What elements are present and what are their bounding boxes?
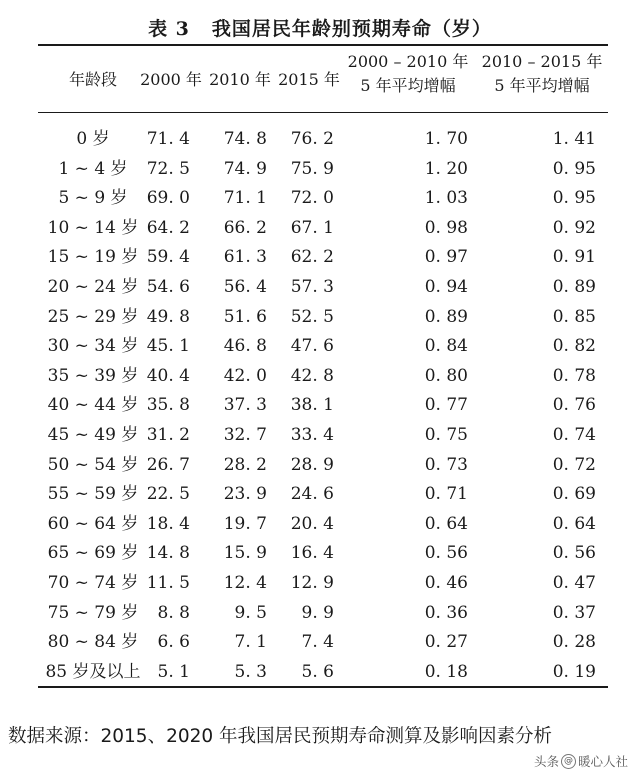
- cell-growth-2000-2010: 0. 36: [424, 602, 468, 623]
- cell-age-group: 20 ~ 24 岁: [47, 276, 139, 297]
- cell-2000: 54. 6: [146, 276, 190, 297]
- cell-2015: 28. 9: [290, 454, 334, 475]
- cell-2000: 49. 8: [146, 306, 190, 327]
- table-row: [38, 599, 608, 629]
- cell-growth-2010-2015: 0. 69: [552, 484, 596, 505]
- cell-2000: 71. 4: [146, 129, 190, 149]
- cell-growth-2000-2010: 0. 98: [424, 217, 468, 238]
- cell-growth-2000-2010: 0. 84: [424, 336, 468, 357]
- table-row: [38, 539, 608, 569]
- header-2015-label: 2015 年: [278, 70, 340, 89]
- cell-2010: 7. 1: [234, 632, 267, 653]
- cell-2010: 12. 4: [223, 572, 267, 593]
- cell-2000: 8. 8: [157, 602, 190, 623]
- cell-2015: 76. 2: [290, 129, 334, 149]
- cell-2000: 26. 7: [146, 454, 190, 475]
- cell-growth-2010-2015: 0. 89: [552, 276, 596, 297]
- cell-2010: 28. 2: [223, 454, 267, 475]
- cell-2010: 66. 2: [223, 217, 267, 238]
- cell-2015: 38. 1: [290, 395, 334, 416]
- cell-age-group: 75 ~ 79 岁: [47, 602, 139, 623]
- header-age: [38, 50, 148, 110]
- cell-age-group: 40 ~ 44 岁: [47, 395, 139, 416]
- cell-growth-2010-2015: 0. 76: [552, 395, 596, 416]
- cell-2000: 18. 4: [146, 513, 190, 534]
- cell-growth-2000-2010: 1. 70: [424, 129, 468, 149]
- table-row: [38, 303, 608, 333]
- cell-growth-2000-2010: 1. 03: [424, 188, 468, 209]
- cell-growth-2000-2010: 0. 94: [424, 276, 468, 297]
- cell-2000: 22. 5: [146, 484, 190, 505]
- cell-growth-2000-2010: 1. 20: [424, 158, 468, 179]
- cell-2010: 32. 7: [223, 424, 267, 445]
- cell-2015: 5. 6: [301, 661, 334, 682]
- cell-growth-2010-2015: 0. 37: [552, 602, 596, 623]
- table-row: [38, 184, 608, 214]
- cell-age-group: 45 ~ 49 岁: [47, 424, 139, 445]
- cell-age-group: 10 ~ 14 岁: [47, 217, 139, 238]
- cell-growth-2010-2015: 0. 47: [552, 572, 596, 593]
- cell-2015: 47. 6: [290, 336, 334, 357]
- cell-2000: 11. 5: [146, 572, 190, 593]
- table-row: [38, 658, 608, 688]
- header-growth-2000-2010: [344, 50, 472, 110]
- table-row: [38, 480, 608, 510]
- cell-2010: 5. 3: [234, 661, 267, 682]
- cell-age-group: 0 岁: [76, 129, 110, 149]
- table-row: [38, 569, 608, 599]
- table-row: [38, 332, 608, 362]
- cell-growth-2010-2015: 0. 64: [552, 513, 596, 534]
- cell-growth-2000-2010: 0. 18: [424, 661, 468, 682]
- header-growth1-line1: 2000 – 2010 年: [347, 52, 469, 71]
- at-icon: @: [561, 754, 576, 769]
- cell-2010: 46. 8: [223, 336, 267, 357]
- table-row: [38, 510, 608, 540]
- cell-2000: 59. 4: [146, 247, 190, 268]
- cell-age-group: 15 ~ 19 岁: [47, 247, 139, 268]
- cell-2015: 7. 4: [301, 632, 334, 653]
- cell-2015: 20. 4: [290, 513, 334, 534]
- cell-growth-2010-2015: 0. 56: [552, 543, 596, 564]
- cell-2010: 51. 6: [223, 306, 267, 327]
- cell-2010: 23. 9: [223, 484, 267, 505]
- header-growth1-line2: 5 年平均增幅: [360, 76, 456, 95]
- cell-2010: 15. 9: [223, 543, 267, 564]
- cell-2015: 16. 4: [290, 543, 334, 564]
- data-source-note: 数据来源：2015、2020 年我国居民预期寿命测算及影响因素分析: [8, 726, 553, 747]
- table-title-text: 我国居民年龄别预期寿命（岁）: [211, 18, 492, 40]
- table-row: [38, 362, 608, 392]
- cell-growth-2000-2010: 0. 73: [424, 454, 468, 475]
- cell-growth-2010-2015: 0. 74: [552, 424, 596, 445]
- cell-age-group: 80 ~ 84 岁: [47, 632, 139, 653]
- cell-2000: 72. 5: [146, 158, 190, 179]
- header-growth-2010-2015: [476, 50, 608, 110]
- cell-2000: 14. 8: [146, 543, 190, 564]
- cell-2015: 72. 0: [290, 188, 334, 209]
- cell-growth-2000-2010: 0. 71: [424, 484, 468, 505]
- cell-2015: 12. 9: [290, 572, 334, 593]
- cell-growth-2010-2015: 0. 72: [552, 454, 596, 475]
- cell-growth-2010-2015: 0. 85: [552, 306, 596, 327]
- cell-growth-2010-2015: 0. 19: [552, 661, 596, 682]
- cell-age-group: 30 ~ 34 岁: [47, 336, 139, 357]
- cell-growth-2000-2010: 0. 46: [424, 572, 468, 593]
- table-row: [38, 628, 608, 658]
- cell-2015: 75. 9: [290, 158, 334, 179]
- header-rule: [38, 112, 608, 113]
- cell-2010: 19. 7: [223, 513, 267, 534]
- header-2015: [274, 50, 344, 110]
- cell-2000: 69. 0: [146, 188, 190, 209]
- watermark: [534, 752, 628, 770]
- cell-age-group: 5 ~ 9 岁: [58, 188, 128, 209]
- cell-2010: 61. 3: [223, 247, 267, 268]
- cell-2010: 74. 8: [223, 129, 267, 149]
- cell-2000: 6. 6: [157, 632, 190, 653]
- cell-2010: 9. 5: [234, 602, 267, 623]
- cell-growth-2010-2015: 0. 28: [552, 632, 596, 653]
- cell-age-group: 65 ~ 69 岁: [47, 543, 139, 564]
- cell-growth-2000-2010: 0. 56: [424, 543, 468, 564]
- cell-growth-2010-2015: 0. 78: [552, 365, 596, 386]
- cell-growth-2000-2010: 0. 80: [424, 365, 468, 386]
- cell-age-group: 35 ~ 39 岁: [47, 365, 139, 386]
- header-2000-label: 2000 年: [140, 70, 202, 89]
- cell-2000: 5. 1: [157, 661, 190, 682]
- header-age-label: 年龄段: [68, 70, 117, 89]
- cell-2000: 31. 2: [146, 424, 190, 445]
- cell-growth-2010-2015: 0. 91: [552, 247, 596, 268]
- watermark-prefix: 头条: [533, 754, 559, 769]
- cell-2010: 71. 1: [223, 188, 267, 209]
- watermark-account: 暖心人社: [577, 754, 628, 769]
- cell-2015: 9. 9: [301, 602, 334, 623]
- cell-2000: 64. 2: [146, 217, 190, 238]
- table-row: [38, 155, 608, 185]
- cell-2000: 45. 1: [146, 336, 190, 357]
- cell-growth-2000-2010: 0. 64: [424, 513, 468, 534]
- cell-age-group: 55 ~ 59 岁: [47, 484, 139, 505]
- cell-2015: 62. 2: [290, 247, 334, 268]
- cell-growth-2010-2015: 1. 41: [552, 129, 596, 149]
- table-row: [38, 243, 608, 273]
- cell-2000: 40. 4: [146, 365, 190, 386]
- header-growth2-line1: 2010 – 2015 年: [481, 52, 603, 71]
- table-row: [38, 421, 608, 451]
- cell-2015: 57. 3: [290, 276, 334, 297]
- table-number: 表 3: [148, 18, 190, 40]
- cell-age-group: 50 ~ 54 岁: [47, 454, 139, 475]
- cell-2015: 33. 4: [290, 424, 334, 445]
- cell-2015: 42. 8: [290, 365, 334, 386]
- header-2000: [136, 50, 206, 110]
- header-2010-label: 2010 年: [209, 70, 271, 89]
- cell-growth-2000-2010: 0. 77: [424, 395, 468, 416]
- cell-growth-2010-2015: 0. 92: [552, 217, 596, 238]
- cell-age-group: 85 岁及以上: [45, 661, 141, 682]
- cell-2010: 56. 4: [223, 276, 267, 297]
- table-row: [38, 214, 608, 244]
- table-title: [0, 14, 640, 41]
- bottom-rule: [38, 686, 608, 688]
- table-row: [38, 273, 608, 303]
- cell-2015: 52. 5: [290, 306, 334, 327]
- cell-age-group: 1 ~ 4 岁: [58, 158, 128, 179]
- cell-2015: 24. 6: [290, 484, 334, 505]
- cell-growth-2000-2010: 0. 89: [424, 306, 468, 327]
- cell-growth-2000-2010: 0. 97: [424, 247, 468, 268]
- table-row: [38, 391, 608, 421]
- cell-growth-2010-2015: 0. 82: [552, 336, 596, 357]
- cell-age-group: 70 ~ 74 岁: [47, 572, 139, 593]
- cell-age-group: 60 ~ 64 岁: [47, 513, 139, 534]
- header-growth2-line2: 5 年平均增幅: [494, 76, 590, 95]
- header-2010: [205, 50, 275, 110]
- cell-2000: 35. 8: [146, 395, 190, 416]
- table-row: [38, 125, 608, 155]
- table-row: [38, 451, 608, 481]
- cell-2010: 42. 0: [223, 365, 267, 386]
- cell-growth-2000-2010: 0. 75: [424, 424, 468, 445]
- table-body: [38, 125, 608, 687]
- cell-growth-2010-2015: 0. 95: [552, 158, 596, 179]
- cell-age-group: 25 ~ 29 岁: [47, 306, 139, 327]
- cell-growth-2010-2015: 0. 95: [552, 188, 596, 209]
- cell-2010: 74. 9: [223, 158, 267, 179]
- cell-growth-2000-2010: 0. 27: [424, 632, 468, 653]
- cell-2010: 37. 3: [223, 395, 267, 416]
- cell-2015: 67. 1: [290, 217, 334, 238]
- top-rule: [38, 44, 608, 46]
